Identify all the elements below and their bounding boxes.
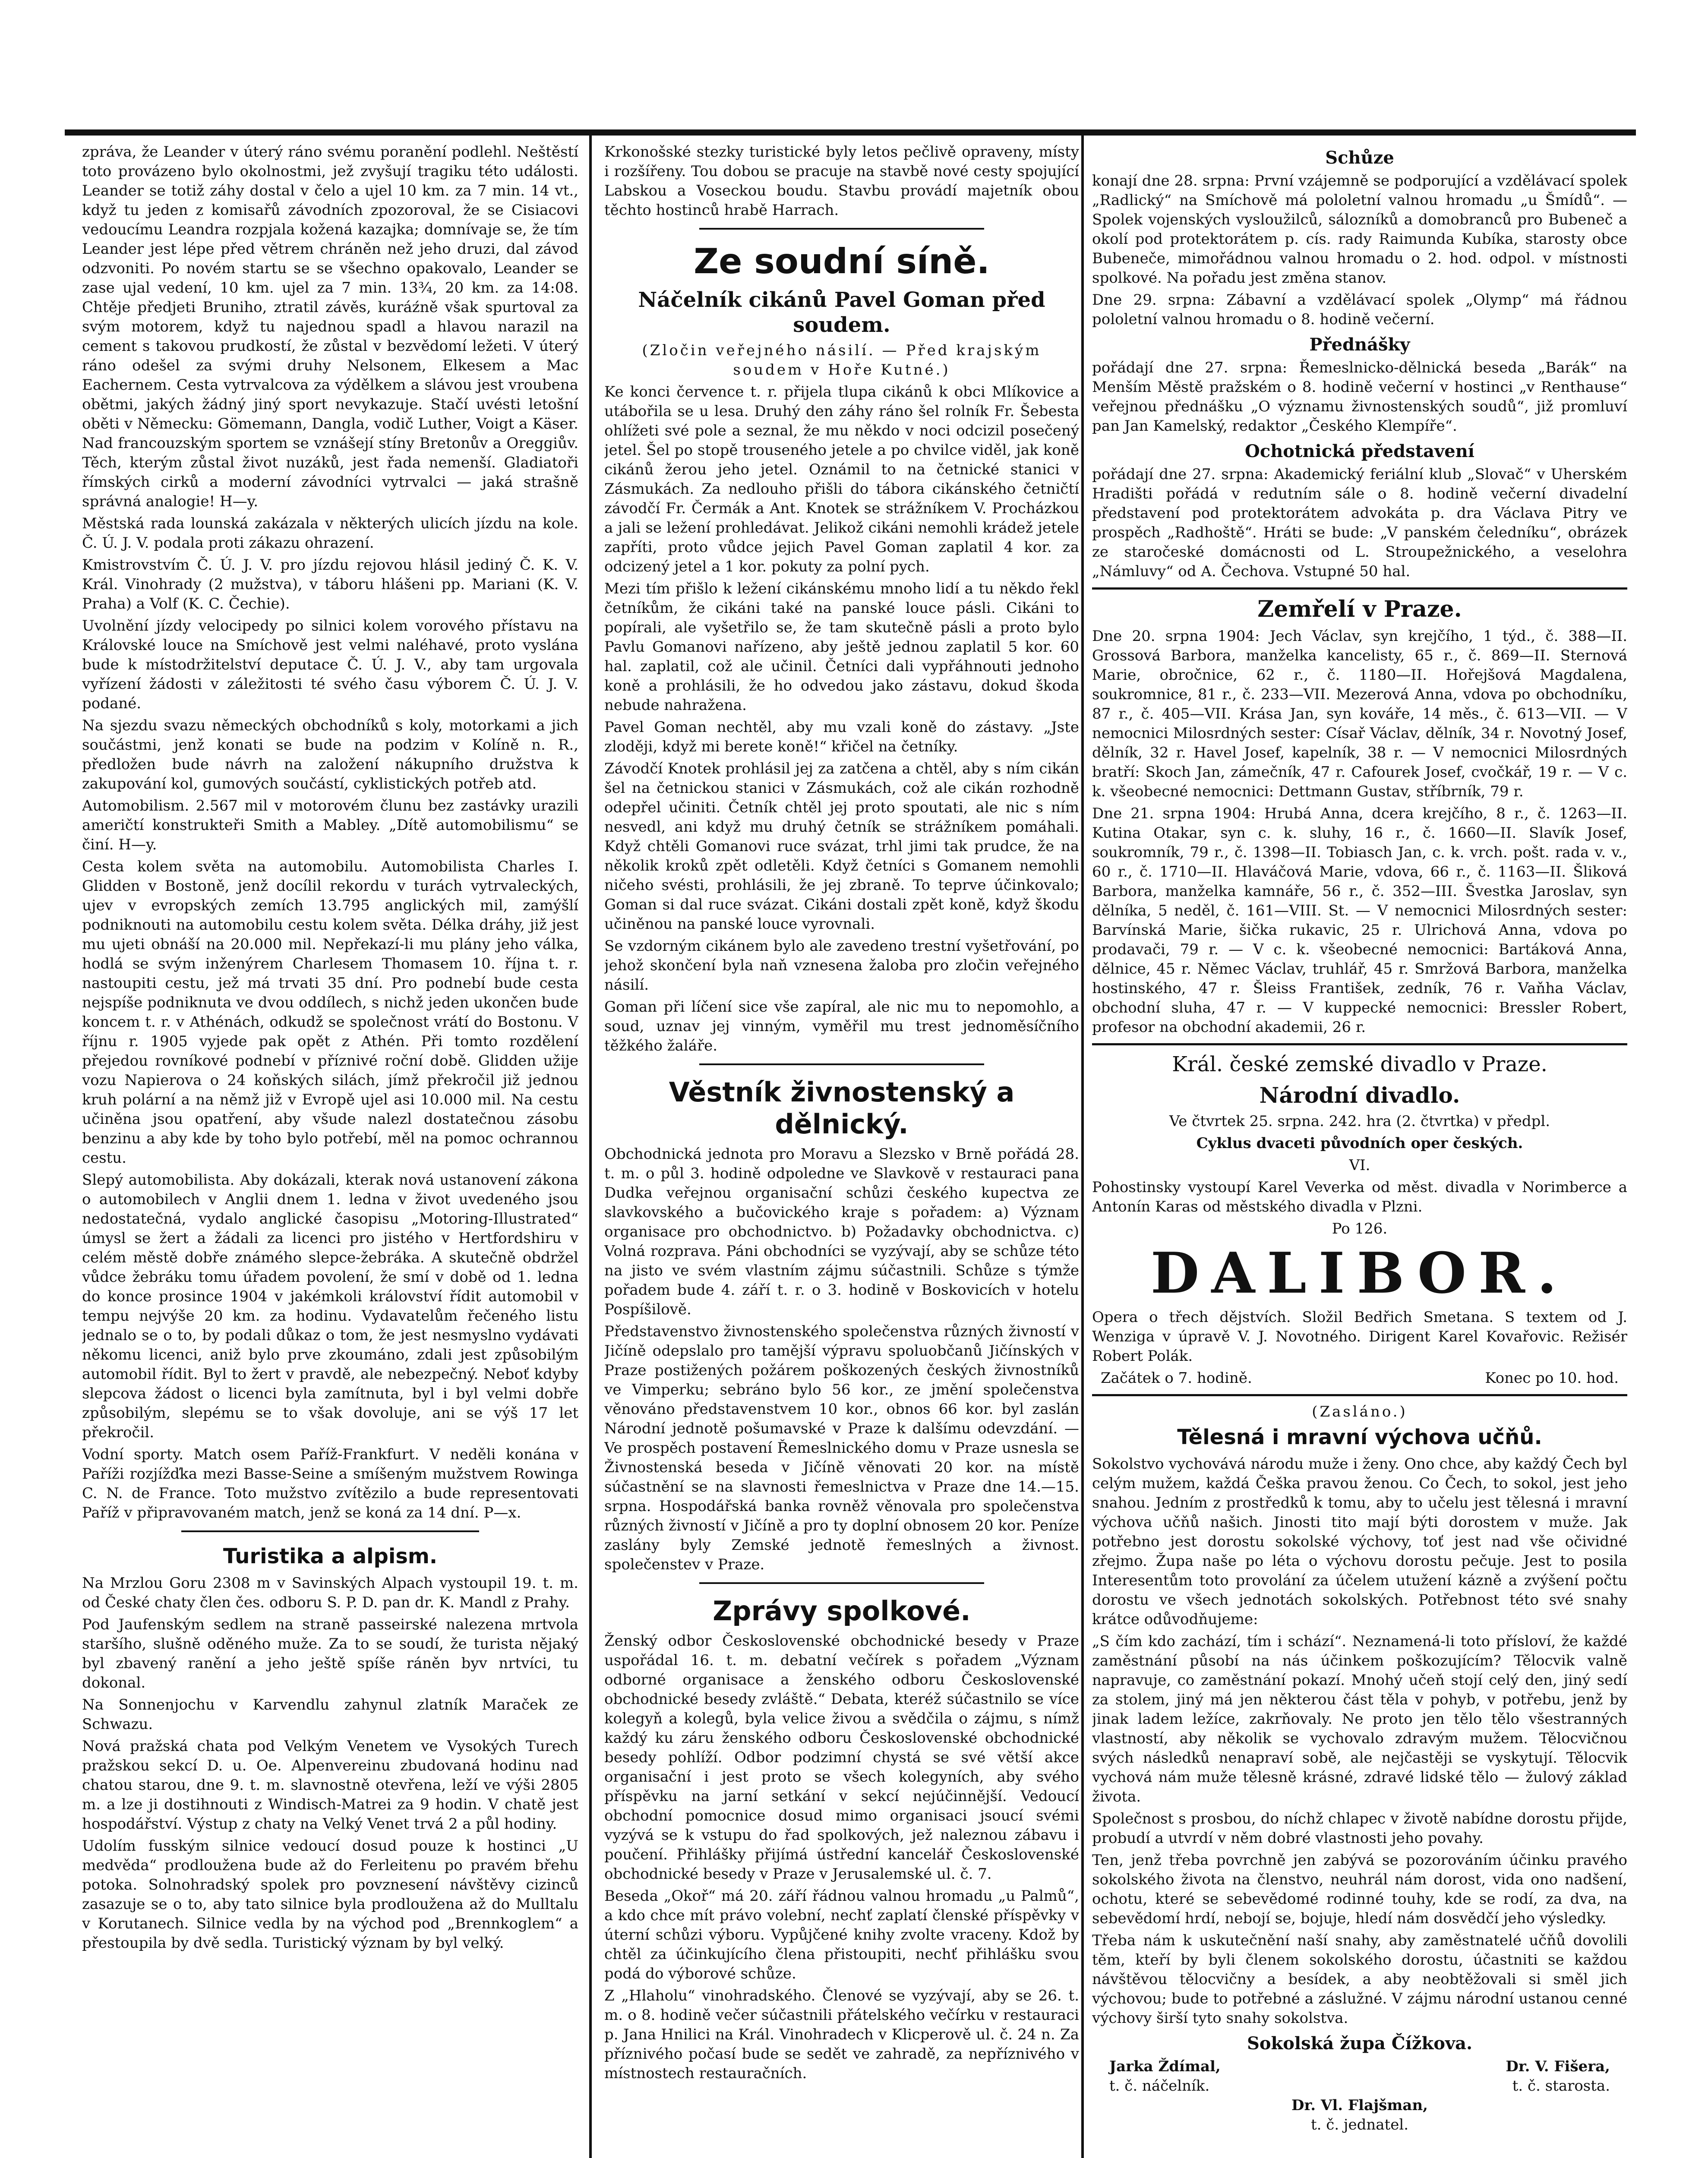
ochotnicka-text: pořádají dne 27. srpna: Akademický feriální klub „Slovač“ v Uherském Hradišti pořádá v redutním sále o 8. hodině večerní divadelní představení pod protektorátem advokáta p. dra Václava Pitry ve prospěch „Radhoště“. Hráti se bude: „V panském čeledníku“, obrázek ze staročeské domácnosti od L. Stroupežnického, a veselohra „Námluvy“ od A. Čechova. Vstupné 50 hal. [1092,466,1627,580]
soud-para-2: Mezi tím přišlo k ležení cikánskému mnoho lidí a tu někdo řekl četníkům, že cikáni také na panské louce pásli. Cikáni to popírali, ale vyšetřilo se, že tam skutečně pásli a proto bylo Pavlu Gomanovi nařízeno, aby ještě jednou zaplatil 5 kor. 60 hal. zaplatil, což ale učinil. Četníci dali vypřáhnouti jednoho koně a prohlásili, že ho odvedou jako zástavu, dokud škoda nebude nahražena. [604,580,1079,714]
article-mistrovstvi: Kmistrovstvím Č. Ú. J. V. pro jízdu rejovou hlásil jediný Č. K. V. Král. Vinohrady (2 mužstva), v táboru hlášeni pp. Mariani (K. V. Praha) a Volf (K. C. Čechie). [82,556,578,612]
divider [699,1063,984,1065]
signature-jednatel-name: Dr. Vl. Flajšman, [1291,2097,1428,2114]
soud-label: (Zločin veřejného násilí. — Před krajským soudem v Hoře Kutné.) [642,342,1042,379]
article-nova-chata: Nová pražská chata pod Velkým Venetem ve Vysokých Turech pražskou sekcí D. u. Oe. Alpenvereinu zbudovaná hodinu nad chatou starou, dne 9. t. m. slavnostně otevřena, leží ve výši 2805 m. a lze ji dostihnouti z Windisch-Matrei za 9 hodin. V chatě jest hospodářství. Výstup z chaty na Velký Venet trvá 2 a půl hodiny. [82,1738,578,1833]
divider [1092,1394,1627,1396]
divadlo-line-4: Pohostinsky vystoupí Karel Veverka od měst. divadla v Norimberce a Antonín Karas od městského divadla v Plzni. [1092,1179,1627,1215]
heading-vestnik: Věstník živnostenský a dělnický. [669,1076,1015,1140]
telesna-para-2: „S čím kdo zachází, tím i schází“. Neznamená-li toto přísloví, že každé zaměstnání působí na nás účinkem poškozujícím? Tělocvik valně napravuje, co zaměstnání pokazí. Mnohý učeň stojí celý den, jiný sedí za stolem, jiný má jen některou část těla v pohyb, v potřebu, jenž by jinak ladem ležíce, zakrňovaly. Ne proto jen tělo tělo všestranných vlastností, aby několik se vychovalo zdravým mužem. Tělocvičnou svých následků nenapraví sobě, ale nejčastěji se vyskytují. Tělocvik vychová nám muže tělesně krásné, zdravé lidské tělo — žulový základ života. [1092,1633,1627,1805]
telesna-para-1: Sokolstvo vychovává národu muže i ženy. Ono chce, aby každý Čech byl celým mužem, každá Češka pravou ženou. Co Čech, to sokol, jest jeho snahou. Jedním z prostředků k tomu, aby to učelu jest tělesná i mravní výchova učňů našich. Jinosti tito mají býti dorostem v muže. Jak potřebno jest dorostu sokolské výchovy, toť jest nad vše očividné zřejmo. Župa naše po léta o výchovu dorostu pečuje. Jest to posila Interesentům toto provolání za účelem utužení kázně a zvýšení počtu dorostu ve všech jednotách sokolských. Potřebnost této své snahy krátce odůvodňujeme: [1092,1455,1627,1628]
soud-para-6: Goman při líčení sice vše zapíral, ale nic mu to nepomohlo, a soud, uznav jej vinným, vyměřil mu trest jednoměsíčního těžkého žaláře. [604,998,1079,1054]
heading-zemreli: Zemřelí v Praze. [1257,596,1462,622]
soud-para-4: Závodčí Knotek prohlásil jej za zatčena a chtěl, aby s ním cikán šel na četnickou stanici v Zásmukách, což ale cikán rozhodně odepřel učiniti. Četník chtěl jej proto spoutati, ale nic s ním nesvedl, ani když mu druhý četník se strážníkem pomáhali. Když chtěli Gomanovi ruce svázat, trhl jimi tak prudce, že na několik kroků zpět odletěli. Když četníci s Gomanem nemohli ničeho svésti, prohlásili, že jej zbraně. To teprve účinkovalo; Goman si dal ruce svázat. Cikáni dostali zpět koně, když škodu učiněnou na panské louce vyrovnali. [604,760,1079,933]
heading-zpravy-spolkove: Zprávy spolkové. [713,1595,971,1627]
column-rule-1 [589,129,592,2158]
column-2 [604,142,1079,2158]
column-1 [82,142,578,2158]
heading-schuze: Schůze [1325,148,1394,168]
article-sonnenjoch: Na Sonnenjochu v Karvendlu zahynul zlatník Maraček ze Schwazu. [82,1696,578,1733]
divider [699,1582,984,1584]
heading-sokolska-zupa: Sokolská župa Čížkova. [1247,2033,1473,2054]
article-mrzla-gora: Na Mrzlou Goru 2308 m v Savinských Alpach vystoupil 19. t. m. od České chaty člen čes. odboru S. P. D. pan dr. K. Mandl z Prahy. [82,1574,578,1611]
column-3 [1092,142,1627,2158]
signature-starosta-role: t. č. starosta. [1512,2077,1610,2095]
divider [1092,587,1627,590]
vestnik-para-1: Obchodnická jednota pro Moravu a Slezsko v Brně pořádá 28. t. m. o půl 3. hodině odpoledne ve Slavkově v restauraci pana Dudka veřejnou organisační schůzi českého kupectva ze slavkovského a bučovického kraje s pořadem: a) Význam organisace pro obchodnictvo. b) Požadavky obchodnictva. c) Volná rozprava. Páni obchodníci se vyzývají, aby se schůze této na jisto ve svém vlastním zájmu súčastnili. Schůze s týmže pořadem bude 4. září t. r. o 3. hodině v Boskovicích v hotelu Pospíšilově. [604,1145,1079,1318]
title-dalibor: DALIBOR. [1150,1240,1569,1306]
opera-text: Opera o třech dějstvích. Složil Bedřich Smetana. S textem od J. Wenziga v úpravě V. J. Novotného. Dirigent Karel Kovařovic. Režisér Robert Polák. [1092,1309,1627,1365]
telesna-para-4: Ten, jenž třeba povrchně jen zabývá se pozorováním účinku pravého sokolského života na členstvo, neuhrál nám dorost, vida ono nadšení, ochotu, které se sebevědomé rodinné touhy, kde se rodí, za dva, na sebevědomí hrdí, nebojí se, bojuje, hledí nám dosvědčí jeho výsledky. [1092,1852,1627,1927]
divadlo-line-5: Po 126. [1332,1220,1388,1237]
article-louny: Městská rada lounská zakázala v některých ulicích jízdu na kole. Č. Ú. J. V. podala proti zákazu ohrazení. [82,515,578,552]
zaslano-label: (Zasláno.) [1312,1403,1408,1420]
zacatek: Začátek o 7. hodině. [1101,1369,1252,1387]
article-vodni-sporty: Vodní sporty. Match osem Paříž-Frankfurt. V neděli konána v Paříži rozjížďka mezi Basse-Seine a smíšeným mužstvem Rowinga C. N. de France. Toto mužstvo zvítězilo a bude representovati Paříž v připravovaném match, jenž se koná za 14 dní. P—x. [82,1446,578,1521]
column-rule-2 [1081,129,1084,2158]
spolky-para-1: Ženský odbor Československé obchodnické besedy v Praze uspořádal 16. t. m. debatní večírek s pořadem „Význam odborné organisace a ženského odboru Československé obchodnické besedy zvláště.“ Debata, kteréž súčastnilo se více kolegyň a kolegů, byla velice živou a svědčila o zájmu, s nímž každý ku záru ženského odboru Československé obchodnické besedy pohlíží. Odbor podzimní chystá se své větší akce organisační i jest proto se všech kolegyních, aby svého příspěvku na jarní setkání v sekcí nejúčinnější. Vedoucí obchodní pomocnice dosud mimo organisaci jsoucí svémi vyzývá se k vstupu do řad spolkových, jež naleznou zábavu i poučení. Přihlášky přijímá ústřední kancelář Československé obchodnické besedy v Praze v Jerusalemské ul. č. 7. [604,1632,1079,1883]
article-cesta-kolem-sveta: Cesta kolem světa na automobilu. Automobilista Charles I. Glidden v Bostoně, jenž docílil rekordu v turách vytrvaleckých, ujev v evropských zemích 13.795 anglických mil, zamýšlí podniknouti na automobilu cestu kolem světa. Délka dráhy, již jest mu ujeti obnáší na 20.000 mil. Nepřekazí-li mu plány jeho válka, hodlá se svým inženýrem Charlesem Thomasem 10. října t. r. nastoupiti cestu, jež má trvati 35 dní. Pro podnebí bude cesta nejspíše podniknuta ve dvou oddílech, s nichž jeden ukončen bude koncem t. r. v Athénách, odkudž se společnost vrátí do Bostonu. V říjnu r. 1905 vyjede pak opět z Athén. Při tomto rozdělení přejedou rovníkové podnebí v příznivé roční době. Glidden užije vozu Napierova o 24 koňských silách, jímž překročil již jednou kruh polární a na němž již v Evropě ujel asi 10.000 mil. Na cestu učiněna jsou opatření, aby všude nalezl dostatečnou zásobu benzinu a aby kde by toho bylo potřebí, měl na pomoc ochrannou cestu. [82,858,578,1167]
heading-prednasky: Přednášky [1309,334,1410,355]
soud-para-3: Pavel Goman nechtěl, aby mu vzali koně do zástavy. „Jste zloději, když mi berete koně!“ křičel na četníky. [604,719,1079,755]
heading-ochotnicka: Ochotnická představení [1245,441,1474,461]
soud-para-1: Ke konci července t. r. přijela tlupa cikánů k obci Mlíkovice a utábořila se u lesa. Druhý den záhy ráno šel rolník Fr. Šebesta ohlížeti své pole a seznal, že mu někdo v noci odcizil posečený jetel. Šel po stopě trouseného jetele a po chvilce viděl, jak koně cikánů žerou jeho jetel. Oznámil to na četnické stanici v Zásmukách. Za nedlouho přišli do tábora cikánského četničtí závodčí Fr. Čermák a Ant. Knotek se strážníkem V. Procházkou a jali se ležení prohledávat. Jelikož cikáni nemohli krádež jetele zapříti, proto vůdce jejich Pavel Goman zaplatil 4 kor. za odcizený jetel a 1 kor. pokuty za polní pych. [604,383,1079,575]
article-krkonose: Krkonošské stezky turistické byly letos pečlivě opraveny, místy i rozšířeny. Tou dobou se pracuje na stavbě nové cesty spojující Labskou a Voseckou boudu. Stavbu provádí majetník obou těchto hostinců hrabě Harrach. [604,143,1079,219]
soud-para-5: Se vzdorným cikánem bylo ale zavedeno trestní vyšetřování, po jehož skončení byla naň vznesena žaloba pro zločin veřejného násilí. [604,937,1079,994]
telesna-para-3: Společnost s prosbou, do níchž chlapec v životě nabídne dorostu přijde, probudí a utvrdí v něm dobré vlastnosti jeho povahy. [1092,1810,1627,1847]
page-top-rule [65,129,1636,136]
signature-nacelnik-role: t. č. náčelník. [1109,2077,1210,2095]
telesna-para-5: Třeba nám k uskutečnění naší snahy, aby zaměstnatelé učňů dovolili těm, kteří by byli členem sokolského dorostu, účastniti se každou návštěvou tělocvičny a besídek, a aby neobtěžovali si směl jich výchovou; bude to potřebné a záslužné. V zájmu národní ustanou cenné výchovy širší tyto snahy sokolstva. [1092,1932,1627,2027]
divider [181,1530,479,1532]
spolky-para-2: Beseda „Okoř“ má 20. září řádnou valnou hromadu „u Palmů“, a kdo chce mít právo volební, nechť zaplatí členské příspěvky v úterní schůzi výboru. Vypůjčené knihy zvolte vraceny. Kdož by chtěl za účinkujícího člena přistoupiti, nechť přihlášku svou podá do výborové schůze. [604,1887,1079,1982]
heading-soudni-sin: Ze soudní síně. [694,241,990,281]
heading-narodni-divadlo: Národní divadlo. [1259,1082,1460,1108]
zemreli-para-1: Dne 20. srpna 1904: Jech Václav, syn krejčího, 1 týd., č. 388—II. Grossová Barbora, manželka kancelisty, 65 r., č. 869—II. Sternová Marie, obročnice, 62 r., č. 1180—II. Hořejšová Magdalena, soukromnice, 81 r., č. 233—VII. Mezerová Anna, vdova po obchodníku, 87 r., č. 405—VII. Krása Jan, syn kováře, 14 měs., č. 613—VII. — V nemocnici Milosrdných sester: Císař Václav, dělník, 34 r. Novotný Josef, dělník, 32 r. Havel Josef, kapelník, 38 r. — V nemocnici Milosrdných bratří: Skoch Jan, zámečník, 47 r. Cafourek Josef, cvočkář, 19 r. — V c. k. všeobecné nemocnici: Dettmann Gustav, stříbrník, 79 r. [1092,628,1627,800]
vestnik-para-2: Představenstvo živnostenského společenstva různých živností v Jičíně odepslalo pro tamější výpravu spoluobčanů Jičínských v Praze postižených požárem poškozených českých živnostníků ve Vimperku; sebráno bylo 56 kor., ze jmění společenstva věnováno představenstvem 10 kor., obnos 66 kor. byl zaslán Národní jednotě pošumavské v Praze k dalšímu odevzdání. — Ve prospěch postavení Řemeslnického domu v Praze usnesla se Živnostenská beseda v Jičíně věnovati 20 kor. na místě súčastnění se na slavnosti řemeslnictva v Praze dne 14.—15. srpna. Hospodářská banka rovněž věnovala pro společenstva různých živností v Jičíně a pro ty doplní obnosem 20 kor. Peníze zaslány byly Zemské jednotě řemeslných a živnost. společenstev v Praze. [604,1323,1079,1573]
heading-turistika: Turistika a alpism. [223,1544,438,1568]
zemreli-para-2: Dne 21. srpna 1904: Hrubá Anna, dcera krejčího, 8 r., č. 1263—II. Kutina Otakar, syn c. k. sluhy, 16 r., č. 1660—II. Slavík Josef, soukromník, 79 r., č. 1398—II. Tobiasch Jan, c. k. vrch. pošt. rada v. v., 60 r., č. 1710—II. Hlaváčová Marie, vdova, 66 r., č. 1163—II. Šliková Barbora, manželka kamnáře, 56 r., č. 352—III. Švestka Jaroslav, syn dělníka, 5 neděl, č. 161—VIII. St. — V nemocnici Milosrdných sester: Barvínská Marie, šička rukavic, 25 r. Ulrichová Anna, vdova po prodavači, 79 r. — V c. k. všeobecné nemocnici: Bartáková Anna, dělnice, 45 r. Němec Václav, truhlář, 45 r. Smržová Barbora, manželka hostinského, 47 r. Šleiss František, zedník, 76 r. Vaňha Václav, obchodní sluha, 47 r. — V kuppecké nemocnici: Bressler Robert, profesor na obchodní akademii, 26 r. [1092,805,1627,1036]
divadlo-line-3: VI. [1349,1157,1370,1174]
signature-jednatel-role: t. č. jednatel. [1311,2116,1408,2133]
signature-nacelnik-name: Jarka Ždímal, [1109,2058,1221,2075]
konec: Konec po 10. hod. [1485,1369,1619,1387]
article-leander: zpráva, že Leander v úterý ráno svému poranění podlehl. Neštěstí toto provázeno bylo okolnostmi, jež zvyšují tragiku této události. Leander se totiž záhy dostal v čelo a ujel 10 km. za 7 min. 14 vt., když tu jeden z komisařů závodních zpozoroval, že se Cisiacovi vedoucímu Leandra rozpjala kožená kazajka; domnívaje se, že tím Leander jest lépe před větrem chráněn než jeho druzi, dal závod odzvoniti. Po novém startu se se všechno opakovalo, Leander se zase ujal vedení, 10 km. ujel za 7 min. 13¾, 20 km. za 14:08. Chtěje předjeti Bruniho, ztratil závěs, kuráźně však spurtoval za svým motorem, když tu najednou spadl a hlavou narazil na cement s takovou prudkostí, že zůstal v bezvědomí ležeti. V úterý ráno odešel za svými druhy Nelsonem, Elkesem a Mac Eachernem. Cesta vytrvalcova za výdělkem a slávou jest vroubena obětmi, jakých žádný jiný sport nevykazuje. Stačí uvésti letošní oběti v Německu: Gömemann, Dangla, vodič Luther, Voigt a Käser. Nad francouzským sportem se vznášejí stíny Bretonův a Oreggiův. Těch, kterým zůstal život nuzáků, jest řada nemenší. Gladiatoři římských cirků a moderní závodníci vytrvalci — jaká strašně správná analogie! H—y. [82,143,578,510]
article-sjezd: Na sjezdu svazu německých obchodníků s koly, motorkami a jich součástmi, jenž konati se bude na podzim v Kolíně n. R., předložen bude návrh na založení nákupního družstva k zakupování kol, gumových součástí, cyklistických potřeb atd. [82,717,578,792]
schuze-para-1: konají dne 28. srpna: První vzájemně se podporující a vzdělávací spolek „Radlický“ na Smíchově má pololetní valnou hromadu „u Šmídů“. — Spolek vojenských vysloužilců, sálozníků a domobranců pro Bubeneč a okolí pod protektorátem p. cís. rady Raimunda Kubíka, starosty obce Bubeneče, mimořádnou valnou hromadu o 2. hod. odpol. v místnosti spolkové. Na pořadu jest změna stanov. [1092,172,1627,287]
heading-telesna-vychova: Tělesná i mravní výchova učňů. [1177,1425,1542,1449]
divider [699,228,984,230]
prednasky-text: pořádají dne 27. srpna: Řemeslnicko-dělnická beseda „Barák“ na Menším Městě pražském o 8. hodině večerní v hostinci „v Renthause“ veřejnou přednášku „O významu živnostenských soudů“, již promluví pan Jan Kamelský, redaktor „Českého Klempíře“. [1092,359,1627,435]
article-slepy-automobilista: Slepý automobilista. Aby dokázali, kterak nová ustanovení zákona o automobilech v Anglii dnem 1. ledna v život uvedeného jsou nedostatečná, vydalo anglické časopisu „Motoring-Illustrated“ úmysl se žert a žádali za licenci pro jistého v Hertfordshiru v celém městě dobře známého slepce-žebráka. A skutečně obdržel vůdce žebráku tomu úřadem povolení, že smí v době od 1. ledna do konce prosince 1904 v jakémkoli království řídit automobil v tempu nejvýše 20 km. za hodinu. Vydavatelům řečeného listu jednalo se o to, by podali důkaz o tom, že jest nesmyslno vydávati někomu licenci, aniž bylo prve zkoumáno, zdali jest způsobilým automobil řídit. Byl to žert v pravdě, ale nebezpečný. Neboť kdyby slepcova žádost o licenci byla zamítnuta, byl i byl velmi dobře způsobilým, slepému se to však dovoluje, ani se výš 17 let překročil. [82,1171,578,1441]
signature-starosta-name: Dr. V. Fišera, [1506,2058,1610,2075]
schuze-para-2: Dne 29. srpna: Zábavní a vzdělávací spolek „Olymp“ má řádnou pololetní valnou hromadu o 8. hodině večerní. [1092,291,1627,328]
subheading-goman: Náčelník cikánů Pavel Goman před soudem. [638,288,1045,337]
article-uvolneni: Uvolnění jízdy velocipedy po silnici kolem vorového přístavu na Královské louce na Smíchově jest velmi naléhavé, proto vyslána bude k místodržitelství deputace Č. Ú. J. V., aby tam urgovala vyřízení žádosti v záležitosti té svého času výborem Č. Ú. J. V. podané. [82,617,578,712]
spolky-para-3: Z „Hlaholu“ vinohradského. Členové se vyzývají, aby se 26. t. m. o 8. hodině večer súčastnili přátelského večírku v restauraci p. Jana Hnilici na Král. Vinohradech v Klicperově ul. č. 24 n. Za příznivého počasí bude se sedět ve zahradě, za nepříznivého v místnostech restauračních. [604,1987,1079,2082]
article-jaufen: Pod Jaufenským sedlem na straně passeirské nalezena mrtvola staršího, slušně oděného muže. Za to se soudí, že turista nějaký byl zbavený ranění a jeho ještě spíše ráněn byv nrtvíci, tu dokonal. [82,1616,578,1691]
divadlo-line-1: Ve čtvrtek 25. srpna. 242. hra (2. čtvrtka) v předpl. [1169,1113,1550,1130]
divadlo-line-2: Cyklus dvaceti původních oper českých. [1196,1135,1523,1152]
article-udoli-fusske: Udolím fusským silnice vedoucí dosud pouze k hostinci „U medvěda“ prodloužena bude až do Ferleitenu po pravém břehu potoka. Solnohradský spolek pro povznesení návštěvy cizinců zasazuje se o to, aby tato silnice byla prodloužena až do Mulltalu v Korutanech. Silnice vedla by na východ pod „Brennkoglem“ a přestoupila by dvě sedla. Turistický význam by byl velký. [82,1837,578,1952]
article-automobilism: Automobilism. 2.567 mil v motorovém člunu bez zastávky urazili američtí konstrukteři Smith a Mabley. „Dítě automobilismu“ se činí. H—y. [82,797,578,853]
heading-zemske-divadlo: Král. české zemské divadlo v Praze. [1172,1052,1547,1076]
divider [1092,1043,1627,1045]
